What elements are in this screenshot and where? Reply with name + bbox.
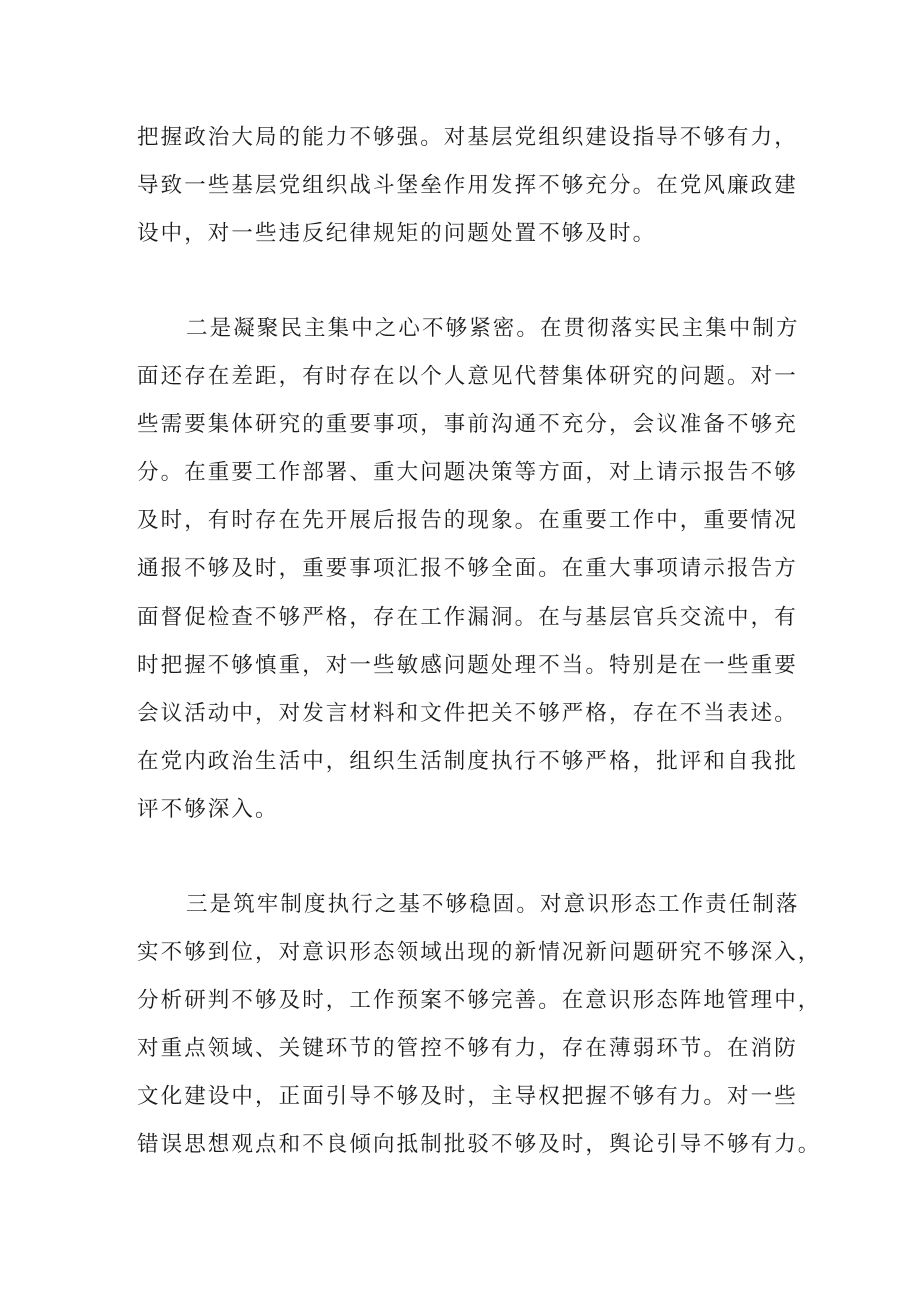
text-line: 分。在重要工作部署、重大问题决策等方面，对上请示报告不够 [137, 460, 798, 486]
text-line: 错误思想观点和不良倾向抵制批驳不够及时，舆论引导不够有力。 [137, 1132, 822, 1158]
text-line: 实不够到位，对意识形态领域出现的新情况新问题研究不够深入， [137, 940, 822, 966]
text-line: 分析研判不够及时，工作预案不够完善。在意识形态阵地管理中， [137, 988, 822, 1014]
text-line: 会议活动中，对发言材料和文件把关不够严格，存在不当表述。 [137, 700, 798, 726]
paragraph-democratic-centralism [137, 318, 800, 847]
text-line: 面还存在差距，有时存在以个人意见代替集体研究的问题。对一 [137, 364, 798, 390]
text-line: 面督促检查不够严格，存在工作漏洞。在与基层官兵交流中，有 [137, 604, 798, 630]
text-line: 文化建设中，正面引导不够及时，主导权把握不够有力。对一些 [137, 1084, 798, 1110]
text-line-first: 二是凝聚民主集中之心不够紧密。在贯彻落实民主集中制方 [186, 316, 800, 341]
text-line-first: 三是筑牢制度执行之基不够稳固。对意识形态工作责任制落 [186, 892, 800, 917]
text-line: 对重点领域、关键环节的管控不够有力，存在薄弱环节。在消防 [137, 1036, 798, 1062]
text-line: 通报不够及时，重要事项汇报不够全面。在重大事项请示报告方 [137, 556, 798, 582]
text-line: 导致一些基层党组织战斗堡垒作用发挥不够充分。在党风廉政建 [137, 173, 798, 199]
text-line: 在党内政治生活中，组织生活制度执行不够严格，批评和自我批 [137, 748, 798, 774]
text-line: 把握政治大局的能力不够强。对基层党组织建设指导不够有力， [137, 125, 798, 150]
paragraph-continuation [137, 127, 798, 271]
text-line: 评不够深入。 [137, 796, 279, 822]
text-line: 设中，对一些违反纪律规矩的问题处置不够及时。 [137, 221, 657, 247]
text-line: 及时，有时存在先开展后报告的现象。在重要工作中，重要情况 [137, 508, 798, 534]
paragraph-system-execution [137, 894, 821, 1183]
text-line: 时把握不够慎重，对一些敏感问题处理不当。特别是在一些重要 [137, 652, 798, 678]
text-line: 些需要集体研究的重要事项，事前沟通不充分，会议准备不够充 [137, 412, 798, 438]
